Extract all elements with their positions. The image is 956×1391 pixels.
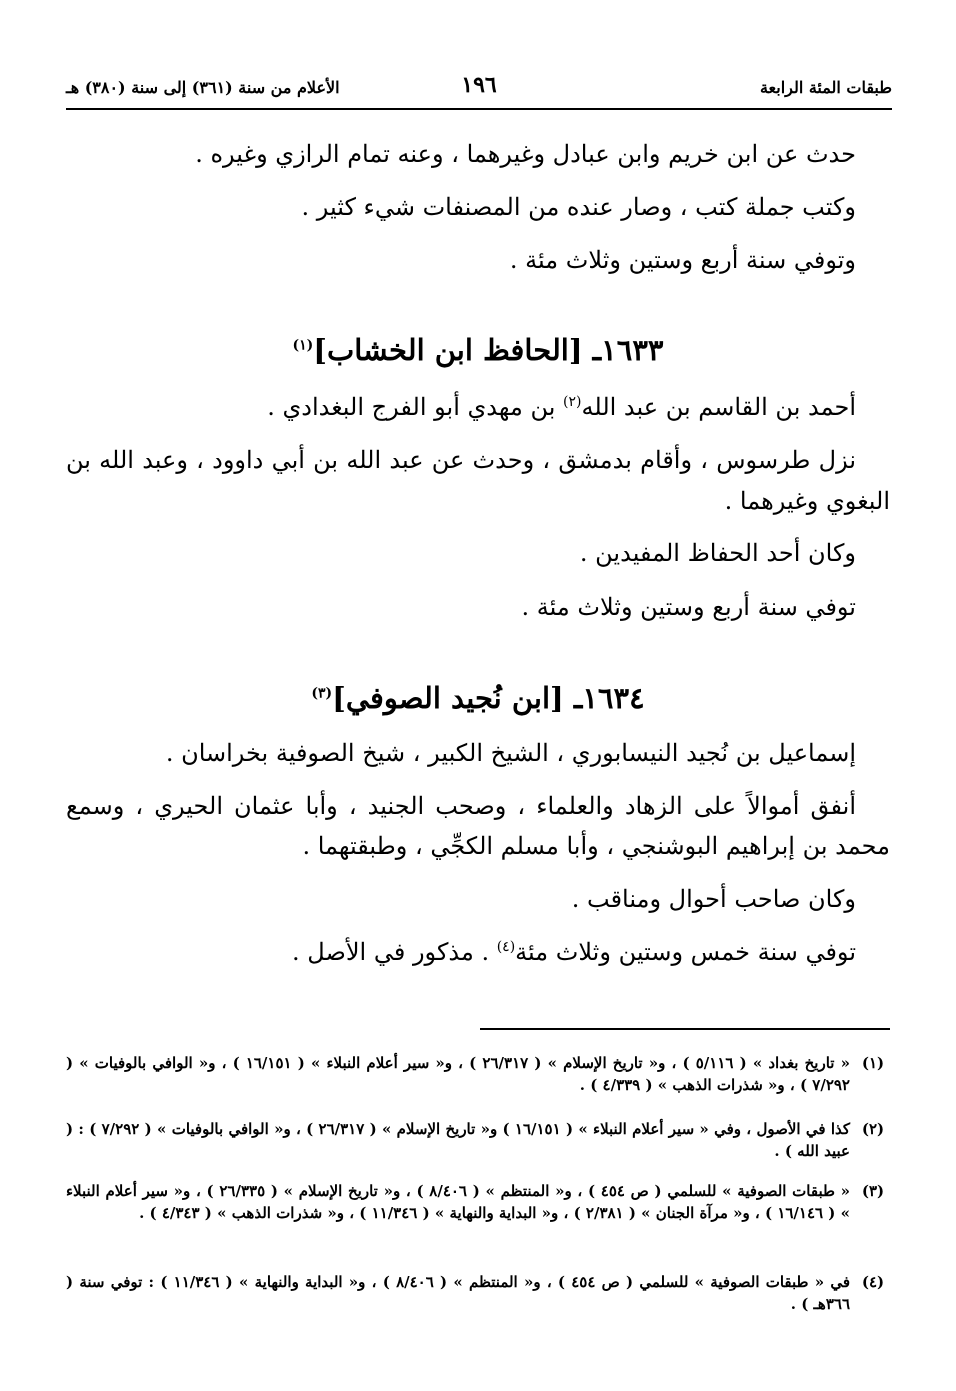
body-line: توفي سنة أربع وستين وثلاث مئة .: [521, 593, 856, 621]
body-line: وكان صاحب أحوال ومناقب .: [571, 885, 856, 913]
footnote-ref: (٤): [496, 939, 516, 955]
text-run: أحمد بن القاسم بن عبد الله: [581, 393, 856, 421]
footnote: [66, 1118, 890, 1162]
footnote-divider: [480, 1028, 890, 1030]
footnote: [66, 1180, 890, 1224]
footnote-ref: (٣): [311, 685, 333, 702]
footnote-number: (٢): [861, 1120, 885, 1138]
body-line: أنفق أموالاً على الزهاد والعلماء ، وصحب الجنيد ، وأبا عثمان الحيري ، وسمع: [66, 792, 856, 820]
footnote-number: (٤): [861, 1273, 885, 1291]
body-line: محمد بن إبراهيم البوشنجي ، وأبا مسلم الكجِّي ، وطبقتهما .: [302, 832, 890, 860]
footnote-text: في « طبقات الصوفية » للسلمي ( ص ٤٥٤ ) ، و« المنتظم » ( ٨/٤٠٦ ) ، و« البداية والنهاية » ( ١١/٣٤٦ ) : توفي سنة ( ٣٦٦هـ ) .: [66, 1273, 850, 1313]
body-line: البغوي وغيرهما .: [724, 487, 890, 515]
entry-title-text: ١٦٣٣ـ [الحافظ ابن الخشاب]: [313, 333, 664, 367]
body-line: نزل طرسوس ، وأقام بدمشق ، وحدث عن عبد الله بن أبي داوود ، وعبد الله بن: [66, 446, 856, 474]
header-year-range: الأعلام من سنة (٣٦١) إلى سنة (٣٨٠) هـ: [66, 78, 340, 97]
footnote-text: « تاريخ بغداد » ( ٥/١١٦ ) ، و« تاريخ الإسلام » ( ٢٦/٣١٧ ) ، و« سير أعلام النبلاء » ( ١٦/١٥١ ) ، و« الوافي بالوفيات » ( ٧/٢٩٢ ) ، و« شذرات الذهب » ( ٤/٣٣٩ ) .: [66, 1054, 850, 1094]
footnote-ref: (٢): [563, 394, 582, 410]
footnote-ref: (١): [292, 337, 314, 354]
text-run: بن مهدي أبو الفرج البغدادي .: [267, 393, 564, 421]
footnote-text: كذا في الأصول ، وفي « سير أعلام النبلاء » ( ١٦/١٥١ ) و« تاريخ الإسلام » ( ٢٦/٣١٧ ) ، و« الوافي بالوفيات » ( ٧/٢٩٢ ) : ( عبيد الله ) .: [66, 1120, 850, 1160]
body-line: إسماعيل بن نُجيد النيسابوري ، الشيخ الكبير ، شيخ الصوفية بخراسان .: [165, 739, 856, 767]
header-book-title: طبقات المئة الرابعة: [759, 78, 892, 97]
footnote-number: (٣): [861, 1182, 885, 1200]
entry-title-text: ١٦٣٤ـ [ابن نُجيد الصوفي]: [332, 681, 645, 715]
body-line: حدث عن ابن خريم وابن عبادل وغيرهما ، وعنه تمام الرازي وغيره .: [195, 140, 856, 168]
body-line: [66, 935, 856, 969]
page-header: [66, 68, 892, 110]
body-line: وكتب جملة كتب ، وصار عنده من المصنفات شيء كثير .: [301, 193, 856, 221]
header-page-number: ١٩٦: [461, 72, 497, 98]
footnote: [66, 1052, 890, 1096]
body-line: وتوفي سنة أربع وستين وثلاث مئة .: [509, 246, 856, 274]
footnote-number: (١): [861, 1054, 885, 1072]
entry-title-1634: [0, 678, 956, 718]
text-run: توفي سنة خمس وستين وثلاث مئة: [515, 938, 856, 966]
body-line: [66, 390, 856, 424]
entry-title-1633: [0, 330, 956, 370]
footnote: [66, 1271, 890, 1315]
footnote-text: « طبقات الصوفية » للسلمي ( ص ٤٥٤ ) ، و« المنتظم » ( ٨/٤٠٦ ) ، و« تاريخ الإسلام » ( ٢٦/٣٣٥ ) ، و« سير أعلام النبلاء » ( ١٦/١٤٦ ) ، و« مرآة الجنان » ( ٢/٣٨١ ) ، و« البداية والنهاية » ( ١١/٣٤٦ ) ، و« شذرات الذهب » ( ٤/٣٤٣ ) .: [66, 1182, 850, 1222]
body-line: وكان أحد الحفاظ المفيدين .: [579, 539, 856, 567]
text-run: . مذكور في الأصل .: [292, 938, 497, 966]
